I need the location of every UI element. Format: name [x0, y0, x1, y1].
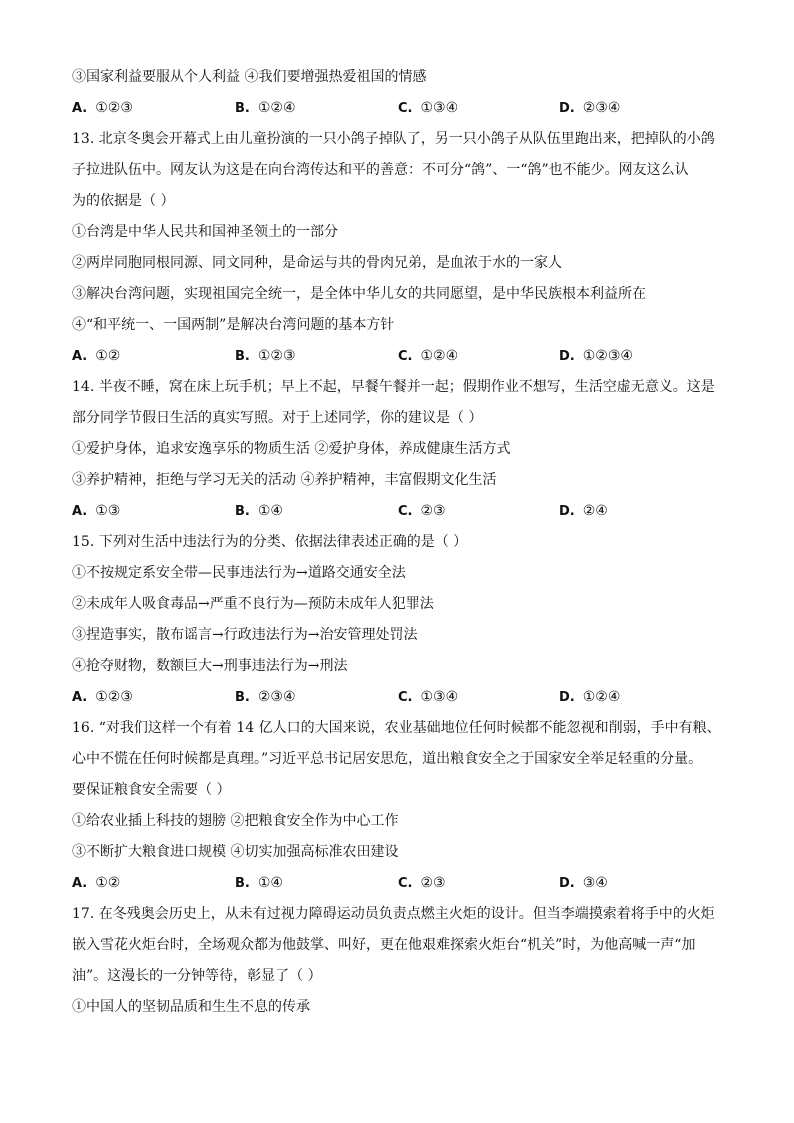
q13-options [72, 341, 722, 372]
q13-stem-line-2: 子拉进队伍中。网友认为这是在向台湾传达和平的善意：不可分“鸽”、一“鸽”也不能少。网友这么认 [72, 162, 689, 178]
q16-option-d[interactable]: D. ③④ [559, 875, 608, 891]
q17-stem-line-3: 油”。这漫长的一分钟等待，彰显了（ ） [72, 968, 322, 984]
q17-stem-line-2: 嵌入雪花火炬台时，全场观众都为他鼓掌、叫好，更在他艰难探索火炬台“机关”时，为他高喊一声“加 [72, 937, 696, 953]
q16-option-a[interactable]: A. ①② [72, 875, 121, 891]
q15-item-2: ②未成年人吸食毒品→严重不良行为—预防未成年人犯罪法 [72, 596, 434, 612]
q15-option-b[interactable]: B. ②③④ [235, 689, 296, 705]
q16-stem-line-1: 16. “对我们这样一个有着 14 亿人口的大国来说，农业基础地位任何时候都不能忽视和削弱，手中有粮、 [72, 720, 721, 736]
q12-option-c[interactable]: C. ①③④ [398, 100, 459, 116]
q16-stem-line-2: 心中不慌在任何时候都是真理。”习近平总书记居安思危，道出粮食安全之于国家安全举足轻重的分量。 [72, 751, 703, 767]
q14-item-2: ③养护精神，拒绝与学习无关的活动 ④养护精神，丰富假期文化生活 [72, 472, 497, 488]
q14-option-a[interactable]: A. ①③ [72, 503, 121, 519]
q14-options [72, 496, 722, 527]
q13-stem-line-1: 13. 北京冬奥会开幕式上由儿童扮演的一只小鸽子掉队了，另一只小鸽子从队伍里跑出来，把掉队的小鸽 [72, 131, 715, 147]
q15-option-c[interactable]: C. ①③④ [398, 689, 459, 705]
q16-option-b[interactable]: B. ①④ [235, 875, 283, 891]
q14-stem-line-2: 部分同学节假日生活的真实写照。对于上述同学，你的建议是（ ） [72, 410, 483, 426]
q15-item-1: ①不按规定系安全带—民事违法行为→道路交通安全法 [72, 565, 406, 581]
q12-option-b[interactable]: B. ①②④ [235, 100, 296, 116]
q17-item-1: ①中国人的坚韧品质和生生不息的传承 [72, 999, 310, 1015]
q15-option-a[interactable]: A. ①②③ [72, 689, 133, 705]
q16-option-c[interactable]: C. ②③ [398, 875, 446, 891]
q13-option-d[interactable]: D. ①②③④ [559, 348, 633, 364]
q16-item-2: ③不断扩大粮食进口规模 ④切实加强高标准农田建设 [72, 844, 399, 860]
q13-option-a[interactable]: A. ①② [72, 348, 121, 364]
q14-option-c[interactable]: C. ②③ [398, 503, 446, 519]
q13-item-2: ②两岸同胞同根同源、同文同种，是命运与共的骨肉兄弟，是血浓于水的一家人 [72, 255, 562, 271]
q13-item-1: ①台湾是中华人民共和国神圣领土的一部分 [72, 224, 338, 240]
q12-options [72, 93, 722, 124]
q13-option-c[interactable]: C. ①②④ [398, 348, 459, 364]
q13-stem-line-3: 为的依据是（ ） [72, 193, 175, 209]
q14-item-1: ①爱护身体，追求安逸享乐的物质生活 ②爱护身体，养成健康生活方式 [72, 441, 511, 457]
q12-option-d[interactable]: D. ②③④ [559, 100, 621, 116]
q14-option-d[interactable]: D. ②④ [559, 503, 608, 519]
q15-option-d[interactable]: D. ①②④ [559, 689, 621, 705]
q14-option-b[interactable]: B. ①④ [235, 503, 283, 519]
exam-page [72, 62, 722, 1023]
q15-item-4: ④抢夺财物，数额巨大→刑事违法行为→刑法 [72, 658, 348, 674]
q13-option-b[interactable]: B. ①②③ [235, 348, 296, 364]
q13-item-4: ④“和平统一、一国两制”是解决台湾问题的基本方针 [72, 317, 395, 333]
q16-item-1: ①给农业插上科技的翅膀 ②把粮食安全作为中心工作 [72, 813, 399, 829]
q15-item-3: ③捏造事实，散布谣言→行政违法行为→治安管理处罚法 [72, 627, 418, 643]
q12-item-line: ③国家利益要服从个人利益 ④我们要增强热爱祖国的情感 [72, 69, 427, 85]
q15-options [72, 682, 722, 713]
q14-stem-line-1: 14. 半夜不睡，窝在床上玩手机；早上不起，早餐午餐并一起；假期作业不想写，生活空虚无意义。这是 [72, 379, 715, 395]
q15-stem-line-1: 15. 下列对生活中违法行为的分类、依据法律表述正确的是（ ） [72, 534, 468, 550]
q17-stem-line-1: 17. 在冬残奥会历史上，从未有过视力障碍运动员负责点燃主火炬的设计。但当李端摸索着将手中的火炬 [72, 906, 715, 922]
q12-option-a[interactable]: A. ①②③ [72, 100, 133, 116]
q13-item-3: ③解决台湾问题，实现祖国完全统一，是全体中华儿女的共同愿望，是中华民族根本利益所在 [72, 286, 646, 302]
q16-options [72, 868, 722, 899]
q16-stem-line-3: 要保证粮食安全需要（ ） [72, 782, 231, 798]
